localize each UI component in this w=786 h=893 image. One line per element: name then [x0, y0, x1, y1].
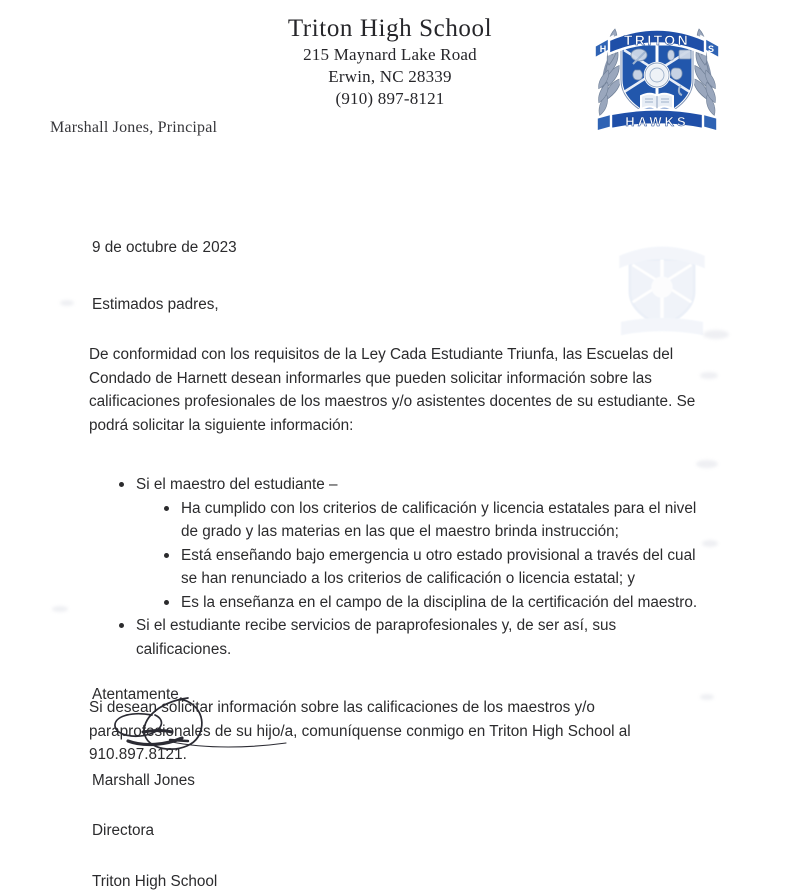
letter-date: 9 de octubre de 2023: [92, 236, 714, 260]
letter-salutation: Estimados padres,: [92, 293, 714, 317]
letterhead-text-block: [200, 14, 580, 110]
signature-organization: Triton High School: [92, 870, 512, 893]
signature-closing: Atentamente,: [92, 683, 512, 707]
signature-title: Directora: [92, 819, 512, 843]
list-item: [136, 497, 714, 544]
bullet-icon: [164, 600, 169, 605]
principal-name-line: Marshall Jones, Principal: [50, 119, 217, 137]
school-city-state-zip: Erwin, NC 28339: [200, 66, 580, 88]
list-item: [136, 544, 714, 591]
intro-paragraph: De conformidad con los requisitos de la Ley Cada Estudiante Triunfa, las Escuelas del Condado de Harnett desean informarles que pueden solicitar información sobre las calificaciones profesionales de los maestros y/o asistentes docentes de su estudiante. Se podrá solicitar la siguiente información:: [89, 343, 714, 437]
svg-text:TRITON: TRITON: [624, 32, 690, 48]
scan-speckle: [52, 606, 68, 612]
svg-text:S: S: [708, 44, 714, 54]
school-name: Triton High School: [200, 14, 580, 44]
school-street-address: 215 Maynard Lake Road: [200, 44, 580, 66]
signature-name: Marshall Jones: [92, 769, 512, 793]
scan-speckle: [60, 300, 74, 306]
list-item-label: Si el maestro del estudiante –: [136, 476, 338, 493]
bullet-icon: [119, 482, 124, 487]
signature-block: [92, 683, 512, 893]
list-item: [136, 591, 714, 615]
bullet-icon: [164, 553, 169, 558]
list-item: [89, 614, 714, 661]
bullet-icon: [164, 506, 169, 511]
list-item-label: Si el estudiante recibe servicios de paraprofesionales y, de ser así, sus calificaciones.: [136, 617, 616, 658]
list-item: [89, 473, 714, 614]
svg-text:HAWKS: HAWKS: [625, 114, 688, 129]
qualifications-sublist: [136, 497, 714, 615]
crest-bottom-banner: [597, 110, 717, 132]
svg-text:H: H: [600, 44, 607, 54]
closing-paragraph: Si desean solicitar información sobre las calificaciones de los maestros y/o paraprofesionales de su hijo/a, comuníquense conmigo en Triton High School al 910.897.8121.: [89, 696, 714, 767]
school-phone: (910) 897-8121: [200, 88, 580, 110]
list-item-label: Ha cumplido con los criterios de calificación y licencia estatales para el nivel de grado y las materias en las que el maestro brinda instrucción;: [181, 500, 696, 541]
list-item-label: Es la enseñanza en el campo de la disciplina de la certificación del maestro.: [181, 594, 697, 611]
bullet-icon: [119, 623, 124, 628]
list-item-label: Está enseñando bajo emergencia u otro estado provisional a través del cual se han renunciado a los criterios de calificación o licencia estatal; y: [181, 547, 695, 588]
triton-hawks-crest-logo: [583, 14, 731, 138]
qualifications-list: [89, 473, 714, 661]
